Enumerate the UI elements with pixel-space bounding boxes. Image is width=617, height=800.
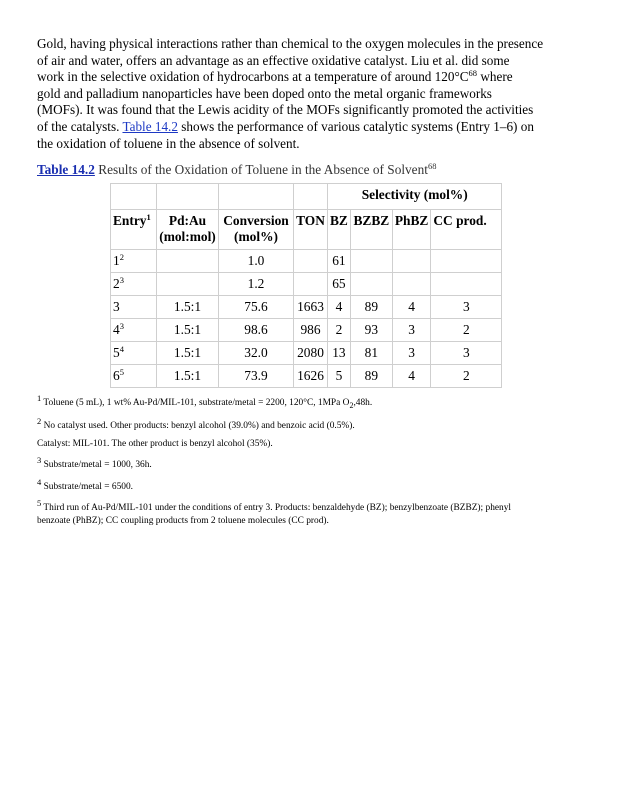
entry-value: 5 [113, 345, 120, 361]
footnote-text: Third run of Au-Pd/MIL-101 under the conditions of entry 3. Products: benzaldehyde (BZ); benzylbenzoate (BZBZ); phenyl [41, 503, 512, 514]
bz-header: BZ [328, 210, 351, 250]
table-caption-text: Results of the Oxidation of Toluene in the Absence of Solvent [94, 162, 428, 178]
footnote-text: Catalyst: MIL-101. The other product is benzyl alcohol (35%). [37, 438, 273, 449]
paragraph-line [37, 102, 585, 119]
conversion-header [219, 210, 294, 250]
pdau-cell: 1.5:1 [157, 296, 219, 319]
ton-cell: 2080 [294, 342, 328, 365]
footnote-mark: 5 [37, 498, 42, 509]
results-table [110, 183, 502, 388]
footnote-mark: 2 [119, 252, 124, 263]
empty-header-cell [294, 184, 328, 210]
footnote-mark: 3 [119, 275, 124, 286]
footnote [37, 415, 585, 432]
ton-cell: 1663 [294, 296, 328, 319]
paragraph-text: work in the selective oxidation of hydrocarbons at a temperature of around 120°C [37, 69, 469, 85]
entry-cell [111, 319, 157, 342]
phbz-cell: 3 [392, 319, 431, 342]
footnote-text: Toluene (5 mL), 1 wt% Au-Pd/MIL-101, substrate/metal = 2200, 120°C, 1MPa O [41, 398, 350, 409]
footnote [37, 393, 585, 411]
footnote [37, 438, 585, 450]
entry-header [111, 210, 157, 250]
citation-ref: 68 [468, 68, 478, 79]
cc-prod-cell: 2 [431, 319, 502, 342]
pdau-cell [157, 273, 219, 296]
paragraph-text: where [477, 69, 513, 85]
footnote-subscript: 2 [349, 401, 354, 411]
footnote-text: No catalyst used. Other products: benzyl alcohol (39.0%) and benzoic acid (0.5%). [41, 420, 355, 431]
conversion-cell: 1.2 [219, 273, 294, 296]
footnote [37, 476, 585, 493]
bzbz-header: BZBZ [350, 210, 392, 250]
pdau-header [157, 210, 219, 250]
pdau-cell [157, 250, 219, 273]
footnote-mark: 1 [37, 393, 42, 404]
bzbz-cell: 89 [350, 365, 392, 388]
cc-prod-cell [431, 273, 502, 296]
conversion-header-line2: (mol%) [234, 229, 278, 245]
document-page [37, 36, 585, 527]
paragraph-text: gold and palladium nanoparticles have been doped onto the metal organic frameworks [37, 85, 492, 101]
bzbz-cell [350, 273, 392, 296]
paragraph-line [37, 53, 585, 70]
footnotes [37, 393, 585, 527]
conversion-header-line1: Conversion [223, 213, 289, 229]
footnote-text: Substrate/metal = 6500. [41, 481, 133, 492]
bz-cell: 4 [328, 296, 351, 319]
table-row [111, 342, 502, 365]
phbz-cell [392, 250, 431, 273]
bz-cell: 5 [328, 365, 351, 388]
bz-cell: 2 [328, 319, 351, 342]
bz-cell: 65 [328, 273, 351, 296]
intro-paragraph [37, 36, 585, 152]
table-row [111, 365, 502, 388]
entry-value: 6 [113, 368, 120, 384]
empty-header-cell [111, 184, 157, 210]
phbz-cell: 4 [392, 365, 431, 388]
phbz-cell: 4 [392, 296, 431, 319]
footnote-mark: 5 [119, 367, 124, 378]
footnote [37, 455, 585, 471]
table-row [111, 250, 502, 273]
paragraph-text: of the catalysts. [37, 118, 123, 134]
table-header-row [111, 210, 502, 250]
table-caption-label[interactable]: Table 14.2 [37, 162, 95, 178]
pdau-cell: 1.5:1 [157, 365, 219, 388]
footnote [37, 498, 585, 527]
bzbz-cell: 93 [350, 319, 392, 342]
table-row [111, 319, 502, 342]
conversion-cell: 73.9 [219, 365, 294, 388]
conversion-cell: 98.6 [219, 319, 294, 342]
entry-header-label: Entry [113, 213, 147, 229]
empty-header-cell [157, 184, 219, 210]
selectivity-group-header: Selectivity (mol%) [328, 184, 502, 210]
paragraph-line [37, 86, 585, 103]
table-group-header-row [111, 184, 502, 210]
table-row [111, 296, 502, 319]
ton-header: TON [294, 210, 328, 250]
bz-cell: 13 [328, 342, 351, 365]
pdau-header-line1: Pd:Au [168, 213, 207, 229]
entry-cell [111, 365, 157, 388]
footnote-mark: 3 [37, 455, 42, 466]
phbz-header: PhBZ [392, 210, 431, 250]
conversion-cell: 75.6 [219, 296, 294, 319]
footnote-text: ,48h. [353, 398, 373, 409]
pdau-header-line2: (mol:mol) [159, 229, 216, 245]
bzbz-cell: 81 [350, 342, 392, 365]
paragraph-text: of air and water, offers an advantage as an effective oxidative catalyst. Liu et al. did some [37, 52, 510, 68]
footnote-mark: 2 [37, 415, 42, 426]
ton-cell: 986 [294, 319, 328, 342]
paragraph-line [37, 69, 585, 86]
entry-value: 3 [113, 299, 120, 315]
cc-prod-cell: 3 [431, 342, 502, 365]
cc-prod-header: CC prod. [431, 210, 502, 250]
footnote-text: Substrate/metal = 1000, 36h. [41, 460, 152, 471]
pdau-cell: 1.5:1 [157, 342, 219, 365]
bzbz-cell: 89 [350, 296, 392, 319]
footnote-mark: 1 [146, 212, 151, 223]
paragraph-line [37, 136, 585, 153]
phbz-cell: 3 [392, 342, 431, 365]
footnote-mark: 4 [37, 476, 42, 487]
table-link[interactable]: Table 14.2 [122, 118, 178, 134]
paragraph-text: shows the performance of various catalytic systems (Entry 1–6) on [177, 118, 534, 134]
empty-header-cell [219, 184, 294, 210]
cc-prod-cell: 2 [431, 365, 502, 388]
paragraph-text: the oxidation of toluene in the absence of solvent. [37, 135, 300, 151]
bzbz-cell [350, 250, 392, 273]
entry-cell [111, 342, 157, 365]
ton-cell [294, 250, 328, 273]
table-caption [37, 162, 585, 178]
entry-value: 2 [113, 276, 120, 292]
paragraph-text: (MOFs). It was found that the Lewis acidity of the MOFs significantly promoted the activities [37, 102, 534, 118]
bz-cell: 61 [328, 250, 351, 273]
entry-cell [111, 250, 157, 273]
conversion-cell: 32.0 [219, 342, 294, 365]
cc-prod-cell: 3 [431, 296, 502, 319]
conversion-cell: 1.0 [219, 250, 294, 273]
entry-cell [111, 296, 157, 319]
cc-prod-cell [431, 250, 502, 273]
entry-cell [111, 273, 157, 296]
table-row [111, 273, 502, 296]
ton-cell [294, 273, 328, 296]
citation-ref: 68 [427, 161, 437, 172]
paragraph-line [37, 119, 585, 136]
entry-value: 4 [113, 322, 120, 338]
ton-cell: 1626 [294, 365, 328, 388]
footnote-mark: 3 [119, 321, 124, 332]
paragraph-text: Gold, having physical interactions rather than chemical to the oxygen molecules in the presence [37, 36, 544, 51]
entry-value: 1 [113, 253, 120, 269]
footnote-text: benzoate (PhBZ); CC coupling products from 2 toluene molecules (CC prod). [37, 515, 329, 526]
paragraph-line [37, 36, 585, 53]
pdau-cell: 1.5:1 [157, 319, 219, 342]
footnote-mark: 4 [119, 344, 124, 355]
phbz-cell [392, 273, 431, 296]
